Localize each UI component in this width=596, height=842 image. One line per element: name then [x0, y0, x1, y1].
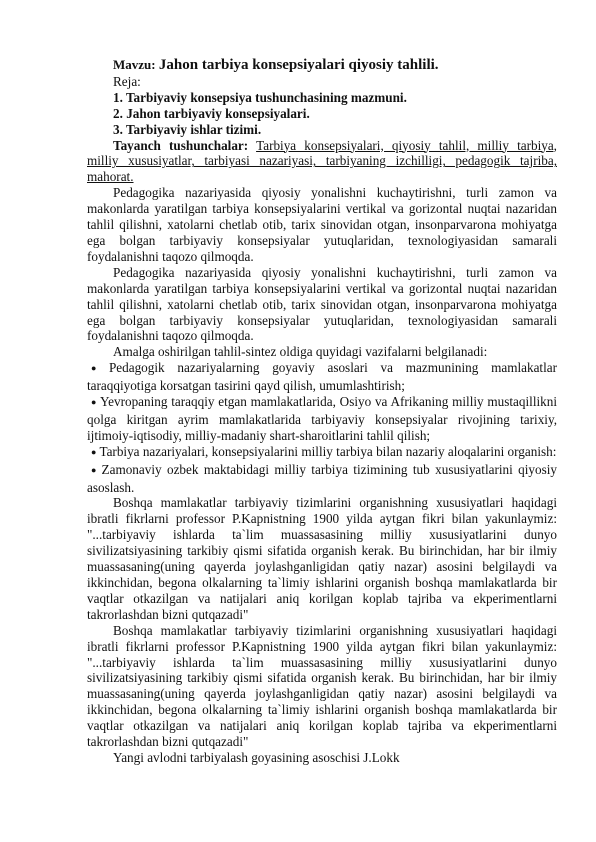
bullet-text: Zamonaviy ozbek maktabidagi milliy tarbiya tizimining tub xususiyatlarini qiyosiy asoslash.: [87, 461, 557, 495]
topic-heading: [87, 57, 557, 74]
plan-item: 1. Tarbiyaviy konsepsiya tushunchasining mazmuni.: [113, 89, 407, 105]
topic-title: Jahon tarbiya konsepsiyalari qiyosiy tahlili.: [158, 57, 439, 73]
keywords-label: Tayanch tushunchalar:: [113, 137, 249, 153]
bullet-dot-icon: ●: [91, 446, 97, 457]
document-page: [87, 57, 557, 766]
bullet-text: Tarbiya nazariyalari, konsepsiyalarini milliy tarbiya bilan nazariy aloqalarini organish:: [99, 443, 557, 459]
bullet-item: [87, 462, 557, 496]
plan-item: 3. Tarbiyaviy ishlar tizimi.: [113, 121, 262, 137]
bullet-item: [87, 394, 557, 444]
body-paragraph: Boshqa mamlakatlar tarbiyaviy tizimlarini organishning xususiyatlari haqidagi ibratli fikrlarni professor P.Kapnistning 1900 yilda aytgan fikri bilan yakunlaymiz: "...tarbiyaviy ishlarda ta`lim muassasasining milliy xususiyatlarini dunyo sivilizatsiyasining tarkibiy qismi sifatida organish kerak. Bu birinchidan, har bir ilmiy muassasaning(uning qayerda joylashganligidan qatiy nazar) asosini belgilaydi va ikkinchidan, begona olkalarning ta`limiy ishlarini organish boshqa mamlakatlarda bir vaqtlar otkazilgan va natijalari aniq korilgan koplab tajriba va ekperimentlarni takrorlashdan bizni qutqazadi": [87, 495, 557, 622]
body-paragraph: Yangi avlodni tarbiyalash goyasining asoschisi J.Lokk: [113, 749, 400, 765]
bullet-text: Pedagogik nazariyalarning goyaviy asoslari va mazmunining mamlakatlar taraqqiyotiga korsatgan tasirini qayd qilish, umumlashtirish;: [87, 360, 558, 394]
bullet-item: [87, 360, 557, 394]
bullet-dot-icon: ●: [91, 363, 106, 374]
bullet-dot-icon: ●: [91, 464, 99, 475]
body-paragraph: Amalga oshirilgan tahlil-sintez oldiga quyidagi vazifalarni belgilanadi:: [113, 344, 488, 360]
bullet-dot-icon: ●: [91, 397, 97, 408]
body-paragraph: Pedagogika nazariyasida qiyosiy yonalishni kuchaytirishni, turli zamon va makonlarda yaratilgan tarbiya konsepsiyalarini vertikal va gorizontal nuqtai nazaridan tahlil qilishni, xatolarni chetlab otib, tarix sinovidan otgan, insonparvarona mohiyatga ega bolgan tarbiyaviy konsepsiyalar yutuqlaridan, texnologiyasidan samarali foydalanishni taqozo qilmoqda.: [87, 264, 557, 344]
plan-label: Reja:: [113, 73, 141, 89]
plan-item: 2. Jahon tarbiyaviy konsepsiyalari.: [113, 105, 310, 121]
topic-label: Mavzu:: [113, 57, 156, 72]
bullet-text: Yevropaning taraqqiy etgan mamlakatlarida, Osiyo va Afrikaning milliy mustaqillikni qolga kiritgan ayrim mamlakatlarida tarbiyaviy konsepsiyalar rivojining tarixiy, ijtimoiy-iqtisodiy, milliy-madaniy shart-sharoitlarini tahlil qilish;: [87, 394, 558, 443]
keywords-paragraph: [87, 138, 557, 186]
body-paragraph: Pedagogika nazariyasida qiyosiy yonalishni kuchaytirishni, turli zamon va makonlarda yaratilgan tarbiya konsepsiyalarini vertikal va gorizontal nuqtai nazaridan tahlil qilishni, xatolarni chetlab otib, tarix sinovidan otgan, insonparvarona mohiyatga ega bolgan tarbiyaviy konsepsiyalar yutuqlaridan, texnologiyasidan samarali foydalanishni taqozo qilmoqda.: [87, 185, 557, 264]
body-paragraph: Boshqa mamlakatlar tarbiyaviy tizimlarini organishning xususiyatlari haqidagi ibratli fikrlarni professor P.Kapnistning 1900 yilda aytgan fikri bilan yakunlaymiz: "...tarbiyaviy ishlarda ta`lim muassasasining milliy xususiyatlarini dunyo sivilizatsiyasining tarkibiy qismi sifatida organish kerak. Bu birinchidan, har bir ilmiy muassasaning(uning qayerda joylashganligidan qatiy nazar) asosini belgilaydi va ikkinchidan, begona olkalarning ta`limiy ishlarini organish boshqa mamlakatlarda bir vaqtlar otkazilgan va natijalari aniq korilgan koplab tajriba va ekperimentlarni takrorlashdan bizni qutqazadi": [87, 622, 557, 750]
keywords-text: Tarbiya konsepsiyalari, qiyosiy tahlil, milliy tarbiya, milliy xususiyatlar, tarbiyasi nazariyasi, tarbiyaning izchilligi, pedagogik tajriba, mahorat.: [87, 137, 557, 185]
bullet-item: [87, 444, 557, 462]
